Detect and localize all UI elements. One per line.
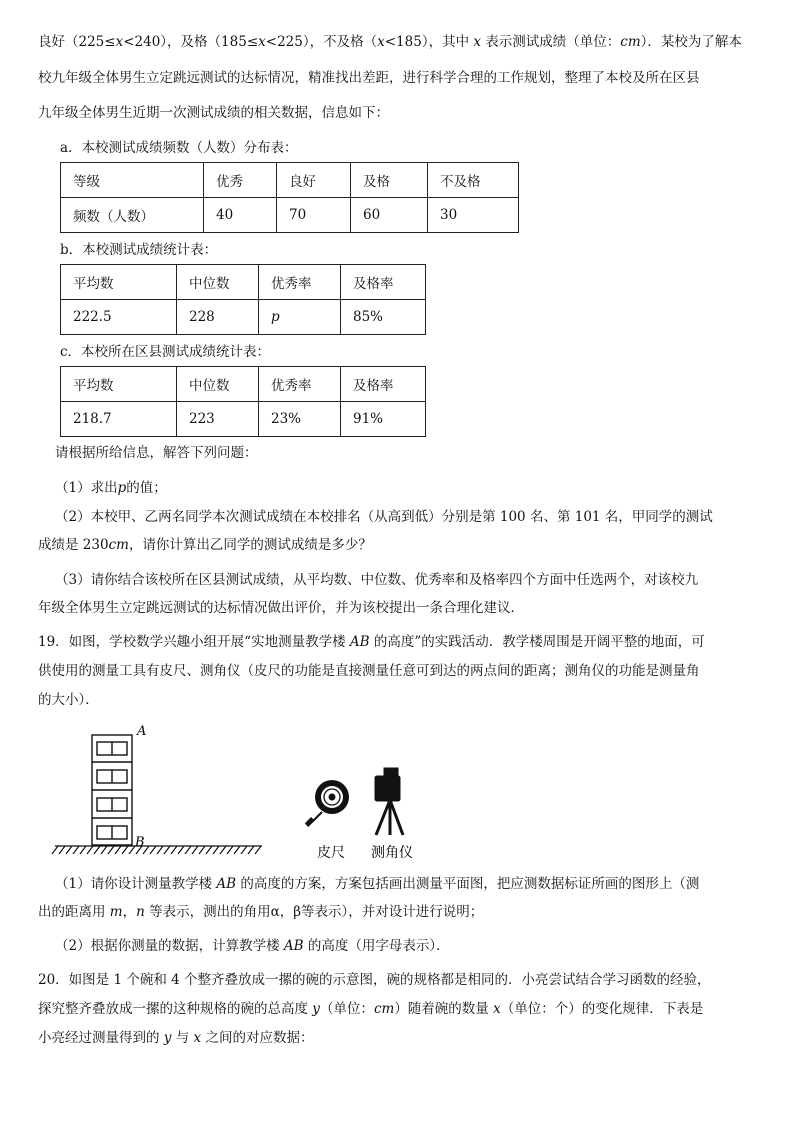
table-cell: 40 (204, 198, 277, 233)
ground-line (52, 846, 262, 854)
intro-line-3: 九年级全体男生近期一次测试成绩的相关数据，信息如下： (38, 105, 389, 121)
ground-hatch-mark (199, 846, 205, 854)
tape-measure-icon (305, 780, 349, 827)
table-cell: 70 (277, 198, 351, 233)
ground-hatch-mark (122, 846, 128, 854)
ground-hatch-mark (66, 846, 72, 854)
table-cell: 223 (177, 402, 259, 437)
q19-part1-line2: 出的距离用 m，n 等表示，测出的角用α，β等表示），并对设计进行说明； (38, 904, 484, 920)
table-cell: 60 (351, 198, 428, 233)
q20-line-3: 小亮经过测量得到的 y 与 x 之间的对应数据： (38, 1030, 314, 1046)
ground-hatch-mark (234, 846, 240, 854)
ground-hatch-mark (157, 846, 163, 854)
q18-part2-line2: 成绩是 230cm，请你计算出乙同学的测试成绩是多少？ (38, 537, 372, 553)
ground-hatch-mark (213, 846, 219, 854)
q18-part3-line2: 年级全体男生立定跳远测试的达标情况做出评价，并为该校提出一条合理化建议． (38, 600, 524, 616)
table-cell: 平均数 (61, 367, 177, 402)
table-cell: p (259, 300, 341, 335)
q18-part3-line1: （3）请你结合该校所在区县测试成绩，从平均数、中位数、优秀率和及格率四个方面中任选两个，对该校九 (55, 572, 699, 588)
ground-hatch-mark (227, 846, 233, 854)
ground-hatch-mark (220, 846, 226, 854)
q20-line-1: 20．如图是 1 个碗和 4 个整齐叠放成一摞的碗的示意图，碗的规格都是相同的．小亮尝试结合学习函数的经验， (38, 972, 711, 988)
section-c-title: c．本校所在区县测试成绩统计表： (60, 344, 271, 360)
ground-hatch-mark (241, 846, 247, 854)
table-cell: 频数（人数） (61, 198, 204, 233)
table-cell: 222.5 (61, 300, 177, 335)
ground-hatch-mark (108, 846, 114, 854)
table-cell: 85% (341, 300, 426, 335)
q19-line-1: 19．如图，学校数学兴趣小组开展“实地测量教学楼 AB 的高度”的实践活动．教学楼周围是开阔平整的地面，可 (38, 634, 705, 650)
ground-hatch-mark (94, 846, 100, 854)
q18-part1: （1）求出p的值； (55, 480, 167, 496)
table-cell: 228 (177, 300, 259, 335)
table-cell: 及格 (351, 163, 428, 198)
table-cell: 平均数 (61, 265, 177, 300)
table-cell: 优秀率 (259, 265, 341, 300)
ground-hatch-mark (115, 846, 121, 854)
table-cell: 30 (428, 198, 519, 233)
ground-hatch-mark (59, 846, 65, 854)
table-cell: 等级 (61, 163, 204, 198)
ground-hatch-mark (248, 846, 254, 854)
theodolite-icon (375, 768, 403, 835)
ground-hatch-mark (80, 846, 86, 854)
ground-hatch-mark (171, 846, 177, 854)
intro-line-2: 校九年级全体男生立定跳远测试的达标情况，精准找出差距，进行科学合理的工作规划，整理了本校及所在区县 (38, 70, 700, 86)
table-cell: 91% (341, 402, 426, 437)
section-b-title: b．本校测试成绩统计表： (60, 242, 218, 258)
ground-hatch-mark (101, 846, 107, 854)
theodolite-label: 测角仪 (371, 845, 413, 861)
q18-part2-line1: （2）本校甲、乙两名同学本次测试成绩在本校排名（从高到低）分别是第 100 名、第 101 名，甲同学的测试 (55, 509, 713, 525)
ground-hatch-mark (206, 846, 212, 854)
ground-hatch-mark (255, 846, 261, 854)
table-cell: 及格率 (341, 367, 426, 402)
table-cell: 中位数 (177, 265, 259, 300)
tape-label: 皮尺 (317, 845, 345, 861)
ground-hatch-mark (178, 846, 184, 854)
section-a-title: a．本校测试成绩频数（人数）分布表： (60, 140, 298, 156)
building-drawing (92, 735, 132, 845)
intro-line-1: 良好（225≤x<240），及格（185≤x<225），不及格（x<185），其中 x 表示测试成绩（单位：cm）．某校为了解本 (38, 34, 742, 50)
ground-hatch-mark (164, 846, 170, 854)
ground-hatch-mark (87, 846, 93, 854)
table-cell: 23% (259, 402, 341, 437)
q19-line-2: 供使用的测量工具有皮尺、测角仪（皮尺的功能是直接测量任意可到达的两点间的距离；测角仪的功能是测量角 (38, 663, 700, 679)
ground-hatch-mark (52, 846, 58, 854)
table-cell: 不及格 (428, 163, 519, 198)
q19-part1-line1: （1）请你设计测量教学楼 AB 的高度的方案，方案包括画出测量平面图，把应测数据标证所画的图形上（测 (55, 876, 700, 892)
table-cell: 中位数 (177, 367, 259, 402)
ground-hatch-mark (73, 846, 79, 854)
q18-prompt: 请根据所给信息，解答下列问题： (55, 445, 258, 461)
ground-hatch-mark (192, 846, 198, 854)
table-cell: 良好 (277, 163, 351, 198)
label-a: A (137, 724, 147, 739)
table-cell: 优秀 (204, 163, 277, 198)
label-b: B (135, 835, 145, 850)
ground-hatch-mark (150, 846, 156, 854)
table-cell: 及格率 (341, 265, 426, 300)
table-cell: 优秀率 (259, 367, 341, 402)
q19-line-3: 的大小）． (38, 692, 99, 708)
q20-line-2: 探究整齐叠放成一摞的这种规格的碗的总高度 y（单位：cm）随着碗的数量 x（单位：个）的变化规律．下表是 (38, 1001, 704, 1017)
table-cell: 218.7 (61, 402, 177, 437)
ground-hatch-mark (185, 846, 191, 854)
q19-part2: （2）根据你测量的数据，计算教学楼 AB 的高度（用字母表示）． (55, 938, 450, 954)
